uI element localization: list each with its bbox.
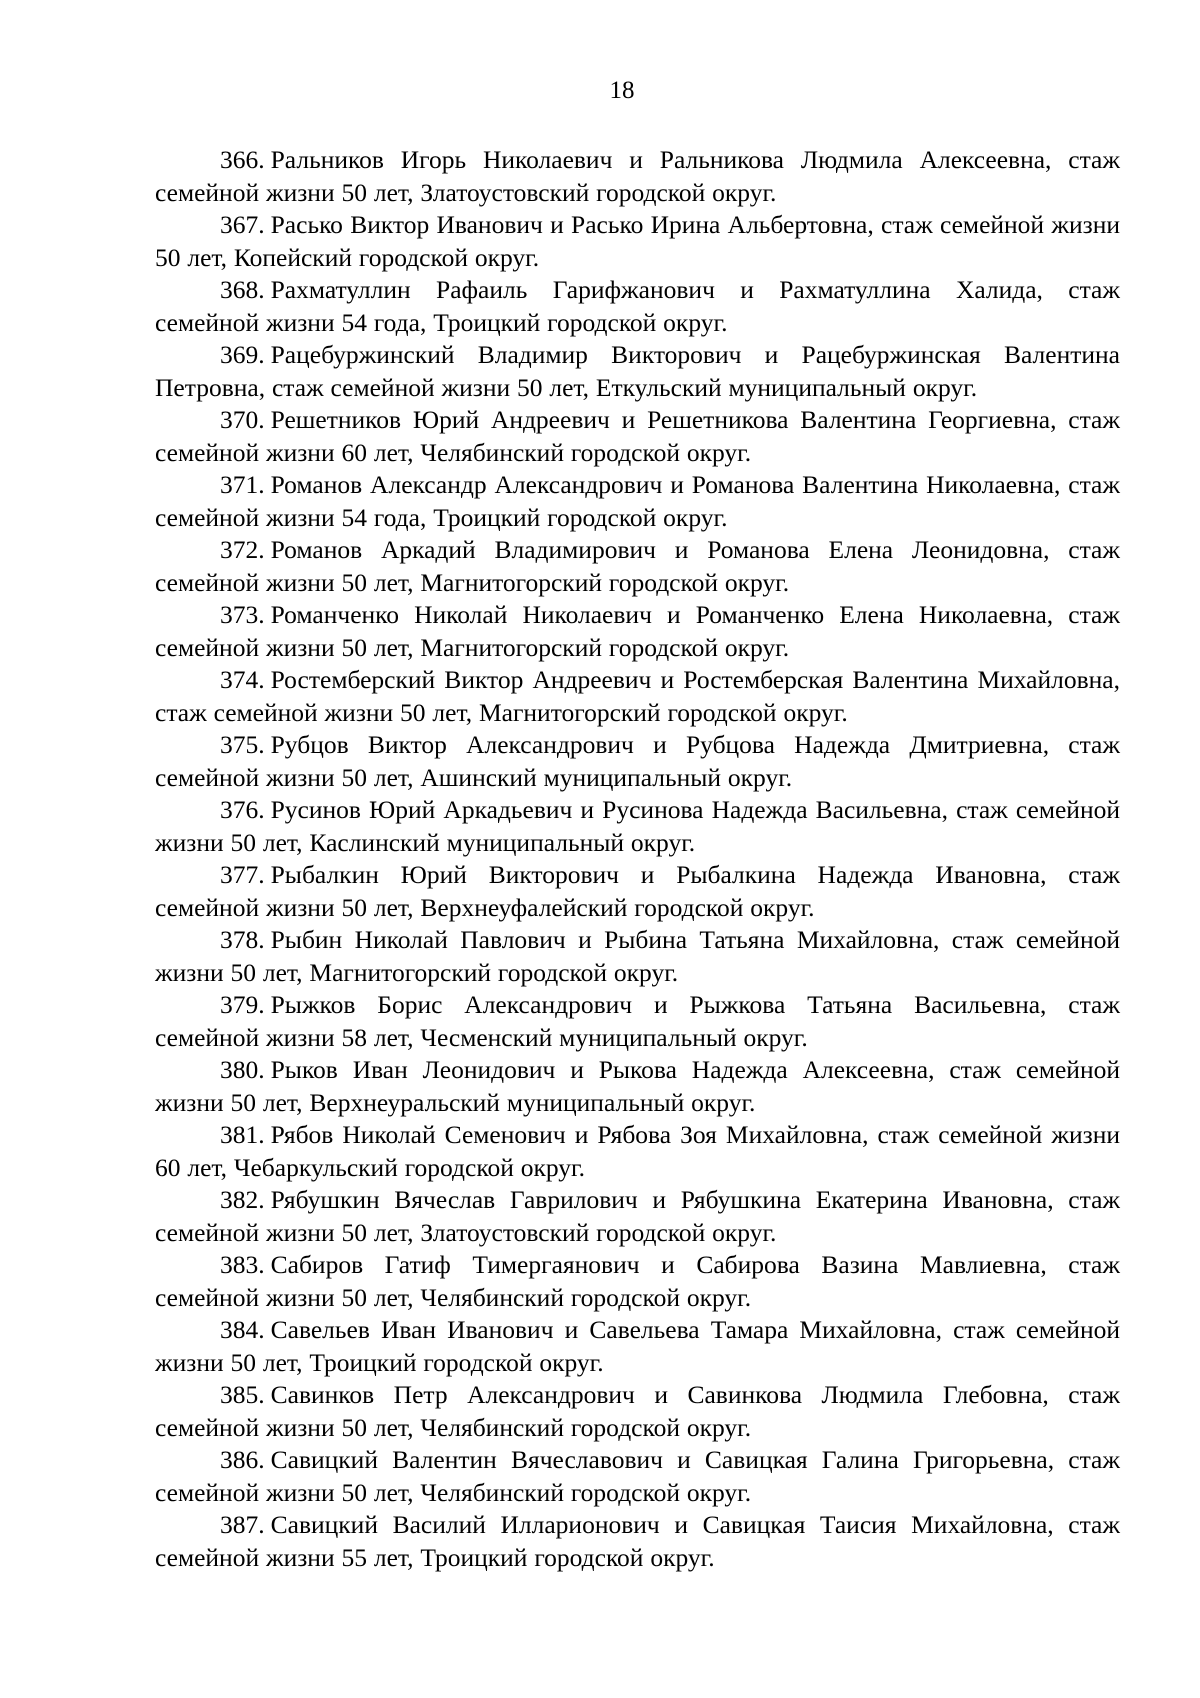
list-item xyxy=(155,794,1120,859)
list-item xyxy=(155,1249,1120,1314)
list-item xyxy=(155,664,1120,729)
list-item-text: Рыков Иван Леонидович и Рыкова Надежда Алексеевна, стаж семейной жизни 50 лет, Верхнеуральский муниципальный округ. xyxy=(155,1055,1120,1117)
list-item xyxy=(155,729,1120,794)
award-list xyxy=(155,144,1120,1574)
list-item xyxy=(155,144,1120,209)
list-item-text: Рыжков Борис Александрович и Рыжкова Татьяна Васильевна, стаж семейной жизни 58 лет, Чесменский муниципальный округ. xyxy=(155,990,1120,1052)
list-item xyxy=(155,1379,1120,1444)
list-item-number: 387. xyxy=(220,1510,265,1539)
list-item-number: 385. xyxy=(220,1380,265,1409)
list-item-number: 376. xyxy=(220,795,265,824)
list-item-number: 366. xyxy=(220,145,265,174)
list-item-number: 370. xyxy=(220,405,265,434)
list-item-text: Рыбин Николай Павлович и Рыбина Татьяна Михайловна, стаж семейной жизни 50 лет, Магнитогорский городской округ. xyxy=(155,925,1120,987)
page-number: 18 xyxy=(609,77,635,104)
list-item-text: Савинков Петр Александрович и Савинкова Людмила Глебовна, стаж семейной жизни 50 лет, Челябинский городской округ. xyxy=(155,1380,1120,1442)
list-item-number: 377. xyxy=(220,860,265,889)
list-item-number: 371. xyxy=(220,470,265,499)
list-item-text: Рябушкин Вячеслав Гаврилович и Рябушкина Екатерина Ивановна, стаж семейной жизни 50 лет, Златоустовский городской округ. xyxy=(155,1185,1120,1247)
list-item xyxy=(155,469,1120,534)
list-item-number: 383. xyxy=(220,1250,265,1279)
list-item xyxy=(155,1509,1120,1574)
list-item xyxy=(155,404,1120,469)
list-item-text: Ральников Игорь Николаевич и Ральникова Людмила Алексеевна, стаж семейной жизни 50 лет, Златоустовский городской округ. xyxy=(155,145,1120,207)
list-item xyxy=(155,209,1120,274)
list-item-number: 375. xyxy=(220,730,265,759)
list-item xyxy=(155,274,1120,339)
list-item-text: Рахматуллин Рафаиль Гарифжанович и Рахматуллина Халида, стаж семейной жизни 54 года, Троицкий городской округ. xyxy=(155,275,1120,337)
list-item-number: 374. xyxy=(220,665,265,694)
list-item-text: Рубцов Виктор Александрович и Рубцова Надежда Дмитриевна, стаж семейной жизни 50 лет, Ашинский муниципальный округ. xyxy=(155,730,1120,792)
list-item-text: Расько Виктор Иванович и Расько Ирина Альбертовна, стаж семейной жизни 50 лет, Копейский городской округ. xyxy=(155,210,1120,272)
list-item-text: Ростемберский Виктор Андреевич и Ростемберская Валентина Михайловна, стаж семейной жизни 50 лет, Магнитогорский городской округ. xyxy=(155,665,1120,727)
list-item xyxy=(155,859,1120,924)
list-item-text: Рябов Николай Семенович и Рябова Зоя Михайловна, стаж семейной жизни 60 лет, Чебаркульский городской округ. xyxy=(155,1120,1120,1182)
list-item xyxy=(155,989,1120,1054)
list-item-number: 367. xyxy=(220,210,265,239)
list-item-number: 368. xyxy=(220,275,265,304)
list-item xyxy=(155,339,1120,404)
list-item-text: Сабиров Гатиф Тимергаянович и Сабирова Вазина Мавлиевна, стаж семейной жизни 50 лет, Челябинский городской округ. xyxy=(155,1250,1120,1312)
list-item-number: 378. xyxy=(220,925,265,954)
list-item xyxy=(155,1119,1120,1184)
list-item-text: Савицкий Василий Илларионович и Савицкая Таисия Михайловна, стаж семейной жизни 55 лет, Троицкий городской округ. xyxy=(155,1510,1120,1572)
list-item-number: 384. xyxy=(220,1315,265,1344)
list-item-text: Романченко Николай Николаевич и Романченко Елена Николаевна, стаж семейной жизни 50 лет, Магнитогорский городской округ. xyxy=(155,600,1120,662)
list-item xyxy=(155,534,1120,599)
list-item xyxy=(155,1444,1120,1509)
list-item-text: Романов Александр Александрович и Романова Валентина Николаевна, стаж семейной жизни 54 года, Троицкий городской округ. xyxy=(155,470,1120,532)
list-item-number: 386. xyxy=(220,1445,265,1474)
list-item-text: Савельев Иван Иванович и Савельева Тамара Михайловна, стаж семейной жизни 50 лет, Троицкий городской округ. xyxy=(155,1315,1120,1377)
list-item xyxy=(155,924,1120,989)
list-item-text: Романов Аркадий Владимирович и Романова Елена Леонидовна, стаж семейной жизни 50 лет, Магнитогорский городской округ. xyxy=(155,535,1120,597)
list-item-number: 382. xyxy=(220,1185,265,1214)
list-item-number: 379. xyxy=(220,990,265,1019)
list-item-text: Савицкий Валентин Вячеславович и Савицкая Галина Григорьевна, стаж семейной жизни 50 лет, Челябинский городской округ. xyxy=(155,1445,1120,1507)
list-item xyxy=(155,1184,1120,1249)
list-item xyxy=(155,599,1120,664)
list-item xyxy=(155,1314,1120,1379)
list-item xyxy=(155,1054,1120,1119)
list-item-text: Русинов Юрий Аркадьевич и Русинова Надежда Васильевна, стаж семейной жизни 50 лет, Каслинский муниципальный округ. xyxy=(155,795,1120,857)
list-item-text: Рацебуржинский Владимир Викторович и Рацебуржинская Валентина Петровна, стаж семейной жизни 50 лет, Еткульский муниципальный округ. xyxy=(155,340,1120,402)
list-item-number: 369. xyxy=(220,340,265,369)
list-item-number: 381. xyxy=(220,1120,265,1149)
list-item-number: 380. xyxy=(220,1055,265,1084)
list-item-text: Рыбалкин Юрий Викторович и Рыбалкина Надежда Ивановна, стаж семейной жизни 50 лет, Верхнеуфалейский городской округ. xyxy=(155,860,1120,922)
list-item-text: Решетников Юрий Андреевич и Решетникова Валентина Георгиевна, стаж семейной жизни 60 лет, Челябинский городской округ. xyxy=(155,405,1120,467)
list-item-number: 372. xyxy=(220,535,265,564)
list-item-number: 373. xyxy=(220,600,265,629)
